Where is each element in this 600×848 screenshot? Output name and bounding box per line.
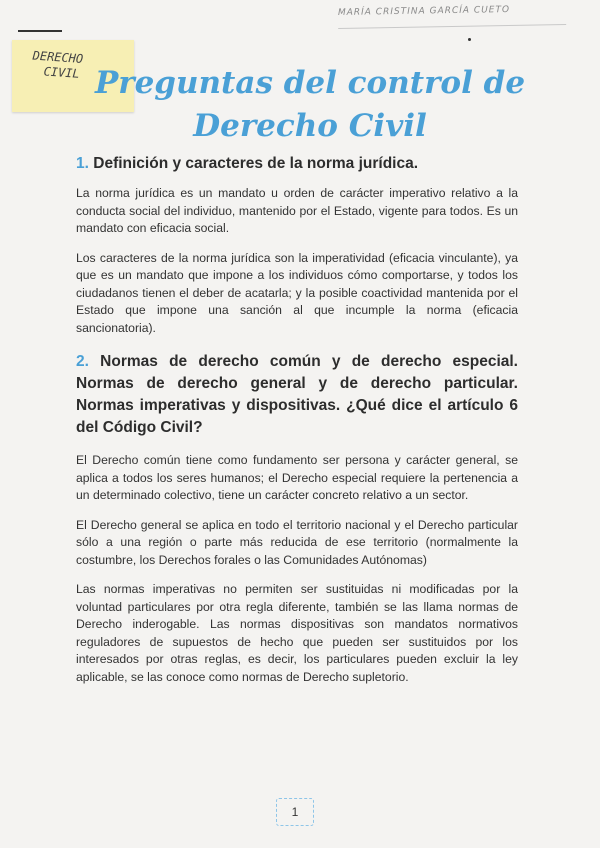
section-1-paragraph-2: Los caracteres de la norma jurídica son la imperatividad (eficacia vinculante), ya que es un mandato que impone a los individuos cómo comportarse, y todos los ciudadanos tienen el deber de acatarla; y la posible coactividad mantenida por el Estado que impone una sanción al que incumple la norma (eficacia sancionatoria). <box>76 250 518 335</box>
section-1-title: Definición y caracteres de la norma jurídica. <box>93 155 419 172</box>
section-2-paragraph-3: Las normas imperativas no permiten ser sustituidas ni modificadas por la voluntad particulares por otra regla diferente, también se las llama normas de Derecho inderogable. Las normas dispositivas son mandatos normativos reguladores de supuestos de hecho que pueden ser sustituidos por los interesados por otras reglas, es decir, los particulares pueden excluir la ley aplicable, se las conoce como normas de Derecho supletorio. <box>76 582 518 684</box>
pen-dot <box>468 38 471 41</box>
title-line2: Derecho Civil <box>193 108 427 144</box>
section-2-paragraph-1: El Derecho común tiene como fundamento ser persona y carácter general, se aplica a todos los seres humanos; el Derecho especial requiere la pertenencia a un determinado colectivo, tiene un carácter concreto relativo a un sector. <box>76 453 518 502</box>
section-1-heading <box>76 155 518 173</box>
section-2-number: 2. <box>76 353 89 370</box>
section-2-heading <box>76 351 518 439</box>
page-title <box>90 62 530 148</box>
sticky-note-line2: CIVIL <box>43 64 81 81</box>
page-number: 1 <box>276 798 314 826</box>
section-2-paragraph-2: El Derecho general se aplica en todo el territorio nacional y el Derecho particular sólo a una región o parte más reducida de ese territorio (normalmente la costumbre, los Derechos forales o las Comunidades Autónomas) <box>76 517 518 567</box>
section-1-paragraph-1: La norma jurídica es un mandato u orden de carácter imperativo relativo a la conducta social del individuo, mantenido por el Estado, vigente para todos. Es un mandato con eficacia social. <box>76 186 518 235</box>
sticky-note-line1: DERECHO <box>32 48 84 67</box>
handwritten-author-name: MARÍA CRISTINA GARCÍA CUETO <box>338 4 566 29</box>
title-line1: Preguntas del control de <box>94 65 526 101</box>
section-2-title: Normas de derecho común y de derecho especial. Normas de derecho general y de derecho particular. Normas imperativas y dispositivas. ¿Qué dice el artículo 6 del Código Civil? <box>76 353 518 436</box>
pen-mark <box>18 30 62 32</box>
document-body <box>76 155 518 698</box>
section-1-number: 1. <box>76 155 89 172</box>
